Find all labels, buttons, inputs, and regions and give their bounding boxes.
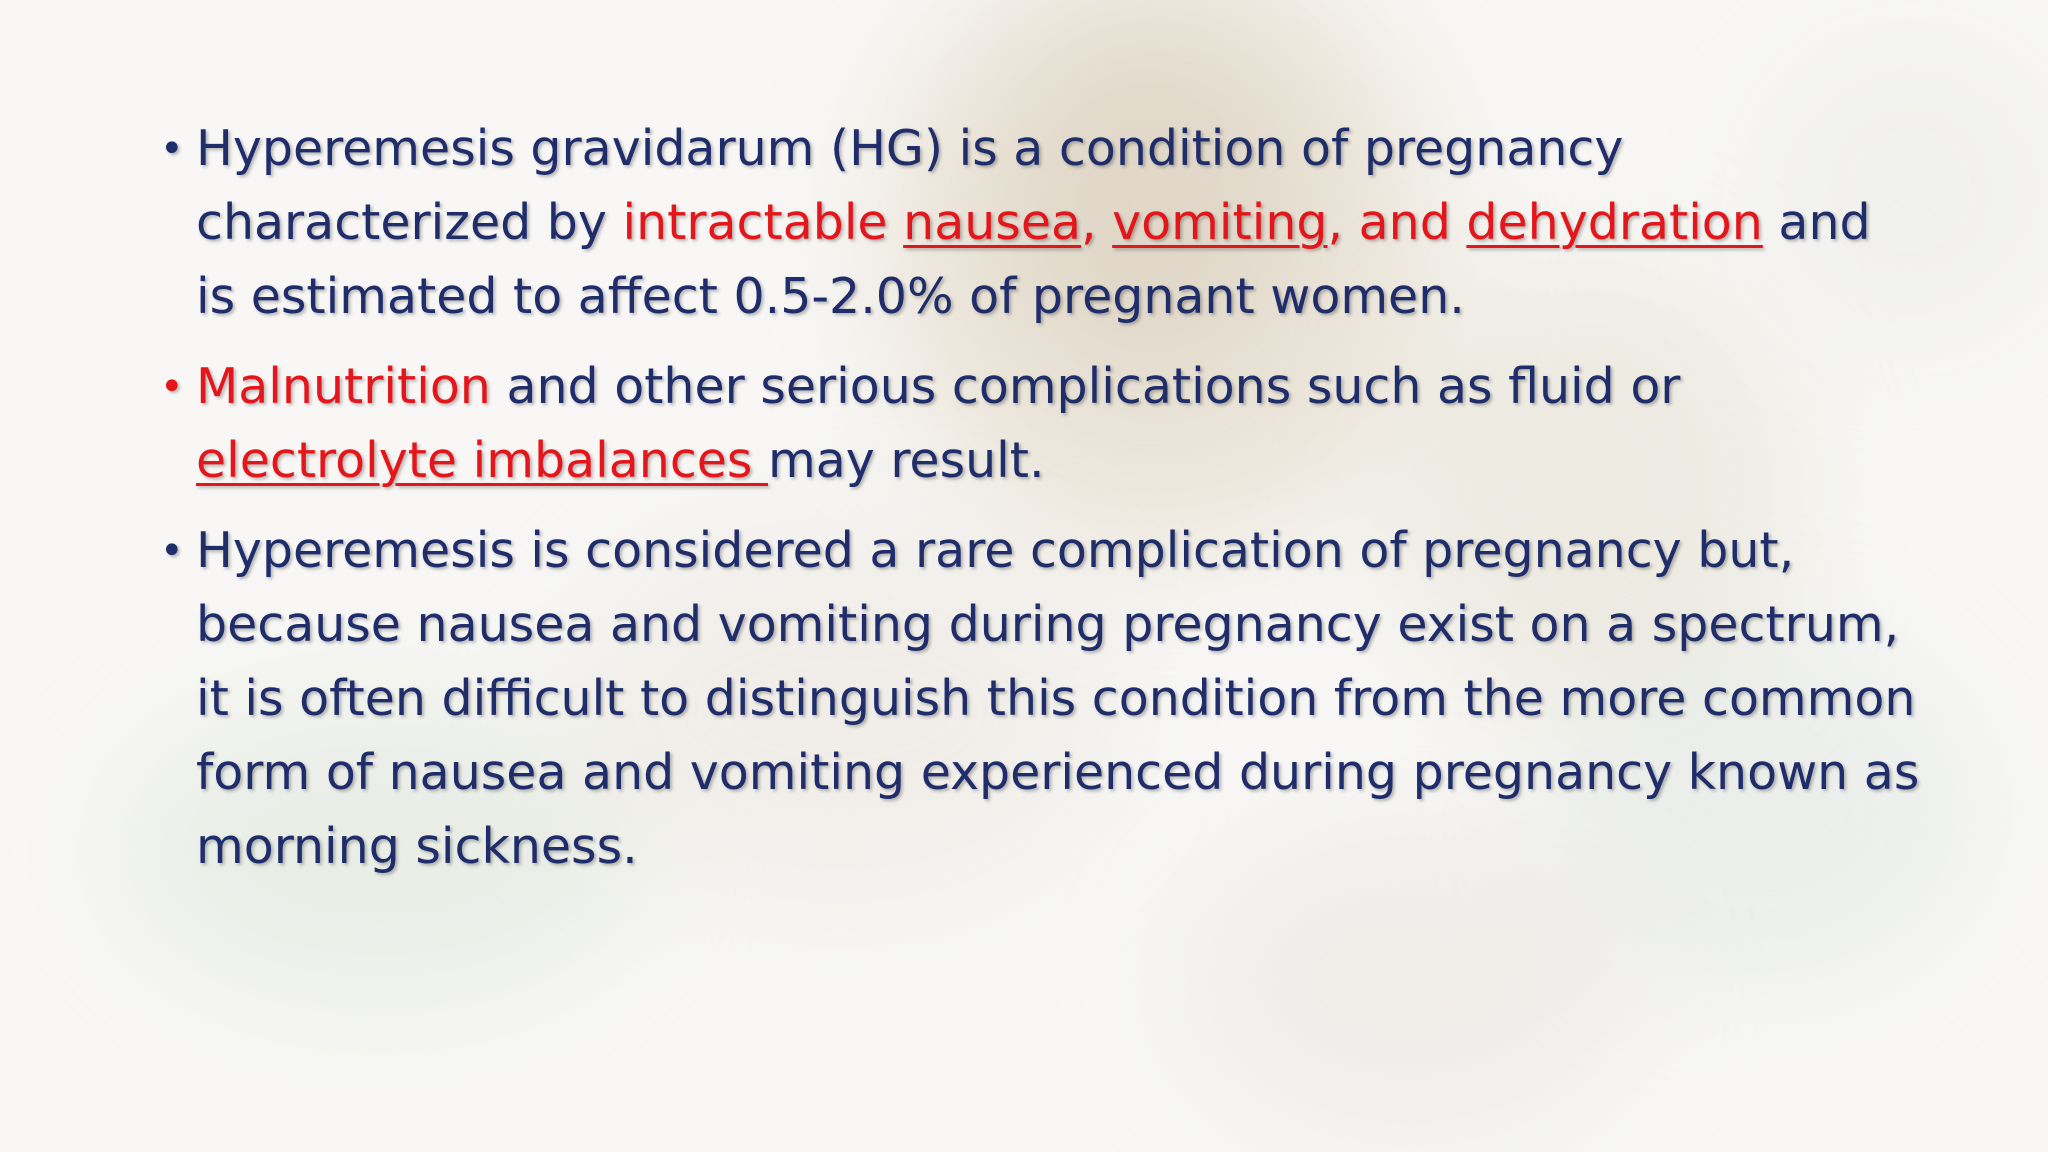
bullet-dot-icon: •	[160, 126, 184, 172]
bullet-rare-complication	[160, 514, 1920, 884]
bullet-text	[196, 120, 1871, 325]
text-segment: and is estimated to affect 0.5-2.0% of pregnant women.	[196, 194, 1871, 325]
text-segment: Hyperemesis gravidarum (HG) is a condition of pregnancy characterized by	[196, 120, 1624, 251]
text-segment: may result.	[768, 432, 1045, 489]
text-segment: and other serious complications such as fluid or	[490, 358, 1681, 415]
bullet-text	[196, 358, 1680, 489]
bullet-text	[196, 522, 1919, 875]
emphasis-text: ,	[1081, 194, 1113, 251]
bullet-dot-icon: •	[160, 528, 184, 574]
text-segment: Hyperemesis is considered a rare complication of pregnancy but, because nausea and vomiting during pregnancy exist on a spectrum, it is often difficult to distinguish this condition from the more common form of nausea and vomiting experienced during pregnancy known as morning sickness.	[196, 522, 1920, 875]
emphasis-underlined-text: vomiting	[1112, 194, 1328, 251]
bullet-hyperemesis-definition	[160, 112, 1920, 334]
emphasis-text: Malnutrition	[196, 358, 491, 415]
bullet-list	[160, 112, 1920, 884]
bullet-dot-icon: •	[160, 364, 184, 410]
emphasis-text: , and	[1327, 194, 1467, 251]
bullet-malnutrition	[160, 350, 1920, 498]
slide-body	[160, 112, 1920, 900]
emphasis-text: intractable	[622, 194, 904, 251]
emphasis-underlined-text: electrolyte imbalances	[196, 432, 769, 489]
emphasis-underlined-text: dehydration	[1466, 194, 1763, 251]
emphasis-underlined-text: nausea	[903, 194, 1082, 251]
